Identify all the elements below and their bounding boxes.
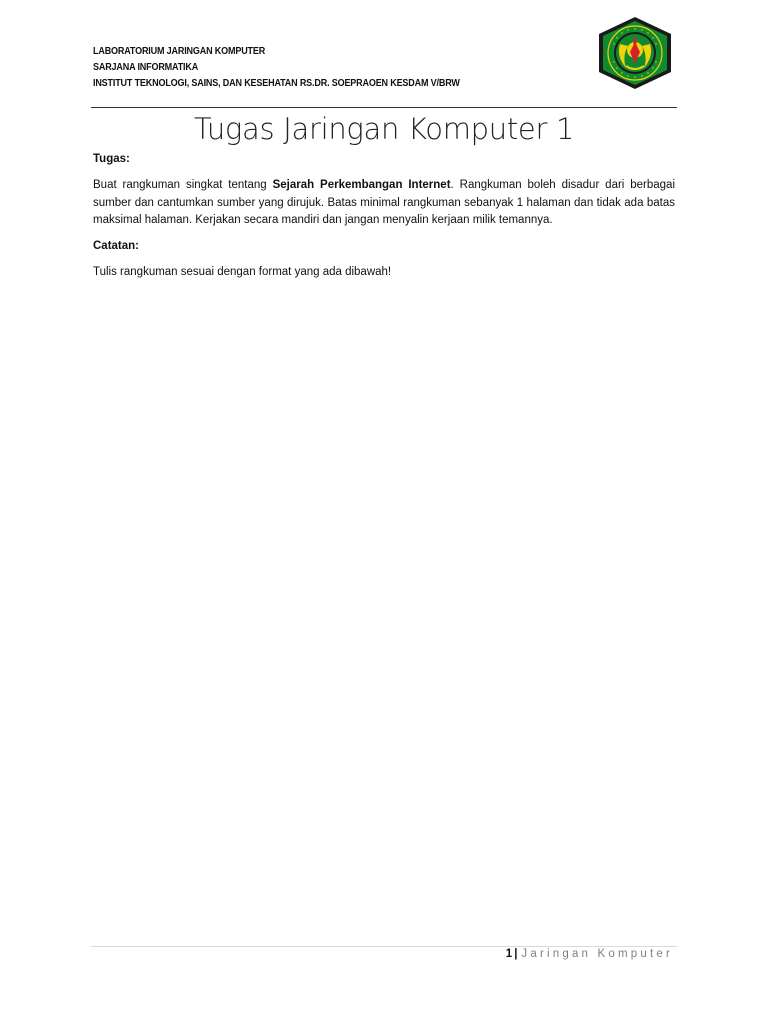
task-text-end: . Rangkuman boleh disadur dari berbagai sumber dan cantumkan sumber yang dirujuk. Batas minimal rangkuman sebanyak 1 halaman dan tidak ada batas maksimal halaman. Kerjakan secara mandiri dan jangan menyalin kerjaan milik temannya. — [93, 178, 676, 227]
document-body — [93, 151, 675, 290]
page-title: Tugas Jaringan Komputer 1 — [193, 112, 575, 146]
header-program-name: SARJANA INFORMATIKA — [93, 61, 199, 73]
institution-logo — [596, 16, 674, 90]
footer-course-name: Jaringan Komputer — [521, 948, 673, 960]
note-paragraph: Tulis rangkuman sesuai dengan format yang ada dibawah! — [93, 265, 392, 278]
task-text-start: Buat rangkuman singkat tentang — [93, 178, 273, 191]
header-institution-name: INSTITUT TEKNOLOGI, SAINS, DAN KESEHATAN RS.DR. SOEPRAOEN KESDAM V/BRW — [93, 77, 460, 89]
header-lab-name: LABORATORIUM JARINGAN KOMPUTER — [93, 45, 266, 57]
document-header — [93, 43, 460, 91]
tugas-label: Tugas: — [93, 153, 130, 165]
task-topic: Sejarah Perkembangan Internet — [272, 178, 451, 191]
footer-separator: | — [514, 948, 518, 960]
header-divider — [91, 107, 677, 108]
page-number: 1 — [505, 948, 513, 960]
task-paragraph — [93, 177, 675, 230]
catatan-label: Catatan: — [93, 240, 140, 253]
page-footer — [506, 948, 673, 960]
institution-crest-icon — [596, 16, 674, 90]
footer-divider — [91, 946, 677, 947]
